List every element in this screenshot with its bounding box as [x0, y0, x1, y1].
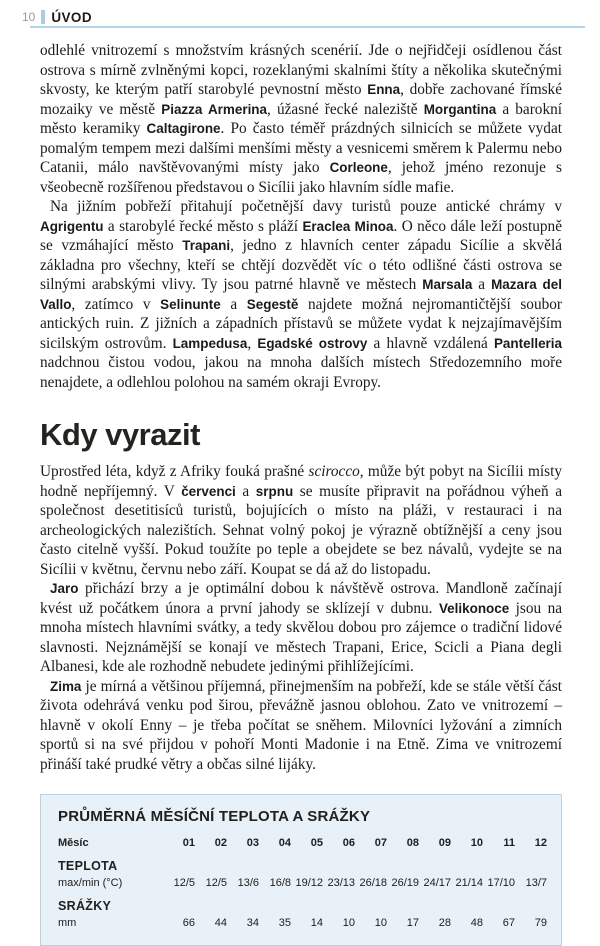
rainfall-value-cell: 66	[182, 917, 195, 929]
text-run: , může být pobyt na Sicílii místy hodně nepříjemný. V	[40, 463, 562, 500]
temperature-value-cell: 19/12	[295, 877, 323, 889]
text-run: . Po často téměř prázdných silnicích se můžete vydat pomalým tempem mezi dalšími menšími městy a vesnicemi směrem k Palermu nebo Catanii, málo navštěvovanými místy jako	[40, 120, 562, 176]
highlighted-term: Corleone	[329, 160, 388, 175]
temperature-value-cell: 13/7	[525, 877, 547, 889]
month-cell: 06	[342, 837, 355, 849]
text-run: , dobře zachované římské mozaiky ve městě	[40, 81, 562, 118]
month-cell: 02	[214, 837, 227, 849]
temperature-value-cell: 16/8	[269, 877, 291, 889]
temperature-value-cell: 13/6	[237, 877, 259, 889]
highlighted-term: Marsala	[422, 277, 473, 292]
climate-table	[40, 794, 562, 946]
text-run: Na jižním pobřeží přitahují početnější davy turistů pouze antické chrámy v	[50, 198, 562, 215]
temperature-value-cell: 21/14	[455, 877, 483, 889]
highlighted-term: Jaro	[50, 581, 79, 596]
accent-bar	[41, 10, 45, 24]
temperature-value-cell: 24/17	[423, 877, 451, 889]
month-cell: 08	[406, 837, 419, 849]
highlighted-term: červenci	[181, 483, 236, 499]
text-run: , úžasné řecké naleziště	[267, 100, 424, 118]
text-run: ,	[247, 334, 258, 352]
text-run: , jehož jméno rezonuje s všeobecně rozšířenou představou o Sicílii jako hlavním sídle mafie.	[40, 159, 562, 196]
page-number: 10	[22, 10, 36, 24]
temperature-row	[58, 876, 547, 890]
month-header-row	[58, 836, 547, 850]
text-run: je mírná a většinou příjemná, přinejmenším na pobřeží, kde se stále větší část života odehrává venku pod širou, převážně jasnou oblohou. Zato ve vnitrozemí – hlavně v okolí Enny – je třeba počítat se sněhem. Milovníci lyžování a zimních sportů si na své přijdou v pohoří Monti Madonie i na Etně. Zima ve vnitrozemí přináší také prudké větry a občas silné lijáky.	[40, 677, 562, 773]
temperature-value-cell: 17/10	[487, 877, 515, 889]
temperature-value-cell: 26/18	[359, 877, 387, 889]
highlighted-term: Selinunte	[160, 296, 221, 312]
temperature-cells	[163, 876, 547, 890]
highlighted-term: Egadské ostrovy	[257, 335, 368, 351]
highlighted-term: Enna	[367, 82, 401, 97]
rainfall-value-cell: 35	[278, 917, 291, 929]
section-heading: Kdy vyrazit	[40, 417, 200, 452]
rainfall-value-cell: 34	[246, 917, 259, 929]
highlighted-term: Caltagirone	[146, 121, 221, 136]
page-header	[22, 9, 562, 25]
month-cell: 03	[246, 837, 259, 849]
text-run: a hlavně vzdálená	[367, 334, 494, 352]
text-run: se musíte připravit na pořádnou výheň a společnost desetitisíců turistů, bojujících o místo na pláži, v restauraci i na archeologických nalezištích. Sehnat volný pokoj je výrazně obtížnější a ceny jsou často citelně vyšší. Pokud toužíte po teple a obejdete se bez návalů, vydejte se na Sicílii v květnu, červnu nebo září. Koupat se dá až do listopadu.	[40, 482, 562, 578]
highlighted-term: srpnu	[255, 483, 294, 499]
rainfall-value-cell: 48	[470, 917, 483, 929]
temperature-value-cell: 12/5	[173, 877, 195, 889]
when-to-go-paragraph-3	[40, 677, 562, 775]
intro-paragraph-2	[40, 197, 562, 392]
month-cells	[163, 836, 547, 850]
italic-term: scirocco	[308, 463, 360, 480]
text-run: najdete možná nejromantičtější soubor antických ruin. Z jižních a západních přístavů se můžete vydat k nejzajímavějším sicilským ostrovům.	[40, 295, 562, 352]
temperature-value-cell: 12/5	[205, 877, 227, 889]
highlighted-term: Agrigentu	[40, 218, 104, 234]
text-run: a barokní město keramiky	[40, 100, 563, 137]
text-run: Uprostřed léta, když z Afriky fouká prašné	[40, 463, 309, 480]
month-cell: 04	[278, 837, 291, 849]
month-cell: 01	[182, 837, 195, 849]
rainfall-value-cell: 10	[374, 917, 387, 929]
highlighted-term: Eraclea Minoa	[302, 218, 394, 234]
month-cell: 07	[374, 837, 387, 849]
month-cell: 09	[438, 837, 451, 849]
highlighted-term: Trapani	[182, 238, 231, 253]
text-run: , zatímco v	[71, 295, 161, 313]
highlighted-term: Morgantina	[423, 101, 497, 117]
rainfall-value-cell: 28	[438, 917, 451, 929]
rainfall-value-cell: 67	[502, 917, 515, 929]
rainfall-value-cell: 14	[310, 917, 323, 929]
intro-paragraph-1	[40, 41, 562, 197]
header-rule	[30, 26, 585, 28]
rainfall-value-cell: 10	[342, 917, 355, 929]
highlighted-term: Piazza Armerina	[161, 101, 268, 117]
rainfall-group-label: SRÁŽKY	[58, 899, 112, 913]
text-run: nadchnou čistou vodou, jakou na mnoha dalších místech Středozemního moře nenajdete, a odlehlou polohou na samém okraji Evropy.	[40, 354, 562, 391]
month-cell: 11	[503, 837, 515, 849]
rainfall-value-cell: 17	[406, 917, 419, 929]
when-to-go-paragraph-2	[40, 579, 562, 677]
rainfall-value-cell: 44	[214, 917, 227, 929]
text-run: a	[220, 295, 247, 313]
rainfall-cells	[163, 916, 547, 930]
text-run: . O něco dále leží postupně se vzmáhající město	[40, 217, 562, 254]
highlighted-term: Pantelleria	[493, 335, 563, 351]
climate-table-title: PRŮMĚRNÁ MĚSÍČNÍ TEPLOTA A SRÁŽKY	[58, 808, 371, 825]
temperature-row-label: max/min (°C)	[58, 877, 123, 889]
when-to-go-paragraph-1	[40, 462, 562, 579]
highlighted-term: Zima	[50, 678, 82, 694]
month-row-label: Měsíc	[58, 837, 89, 849]
highlighted-term: Mazara del Vallo	[40, 277, 562, 312]
text-run: odlehlé vnitrozemí s množstvím krásných scenérií. Jde o nejřidčeji osídlenou část ostrova s mírně zvlněnými kopci, rozeklanými skalními štíty a několika skutečnými skvosty, ke kterým patří starobylé pevnostní město	[40, 42, 562, 98]
text-run: , jedno z hlavních center západu Sicílie a skvělá základna pro všechny, kteří se chtějí dozvědět víc o této odlišné části ostrova se silnými arabskými vlivy. Ty jsou patrné hlavně ve městech	[40, 237, 563, 293]
rainfall-value-cell: 79	[534, 917, 547, 929]
rainfall-row-label: mm	[58, 917, 77, 929]
text-run: a	[472, 276, 492, 293]
text-run: a	[235, 482, 256, 500]
temperature-value-cell: 26/19	[391, 877, 419, 889]
highlighted-term: Lampedusa	[172, 335, 248, 351]
temperature-value-cell: 23/13	[327, 877, 355, 889]
running-head-title: ÚVOD	[51, 9, 92, 25]
temperature-group-label: TEPLOTA	[58, 859, 118, 873]
highlighted-term: Segestě	[246, 296, 299, 312]
month-cell: 05	[310, 837, 323, 849]
text-run: přichází brzy a je optimální dobou k návštěvě ostrova. Mandloně začínají kvést už počátkem února a první jahody se sklízejí v dubnu.	[40, 580, 562, 617]
text-run: jsou na mnoha místech hlavními svátky, a tedy skvělou dobou pro zájemce o tradiční lidové slavnosti. Nejznámější se konají ve městech Trapani, Erice, Scicli a Piana degli Albanesi, kde ale rozhodně nebudete jedinými přihlížejícími.	[40, 599, 563, 675]
text-run: a starobylé řecké město s pláží	[103, 217, 303, 235]
rainfall-row	[58, 916, 547, 930]
month-cell: 12	[534, 837, 547, 849]
month-cell: 10	[470, 837, 483, 849]
highlighted-term: Velikonoce	[438, 600, 510, 616]
